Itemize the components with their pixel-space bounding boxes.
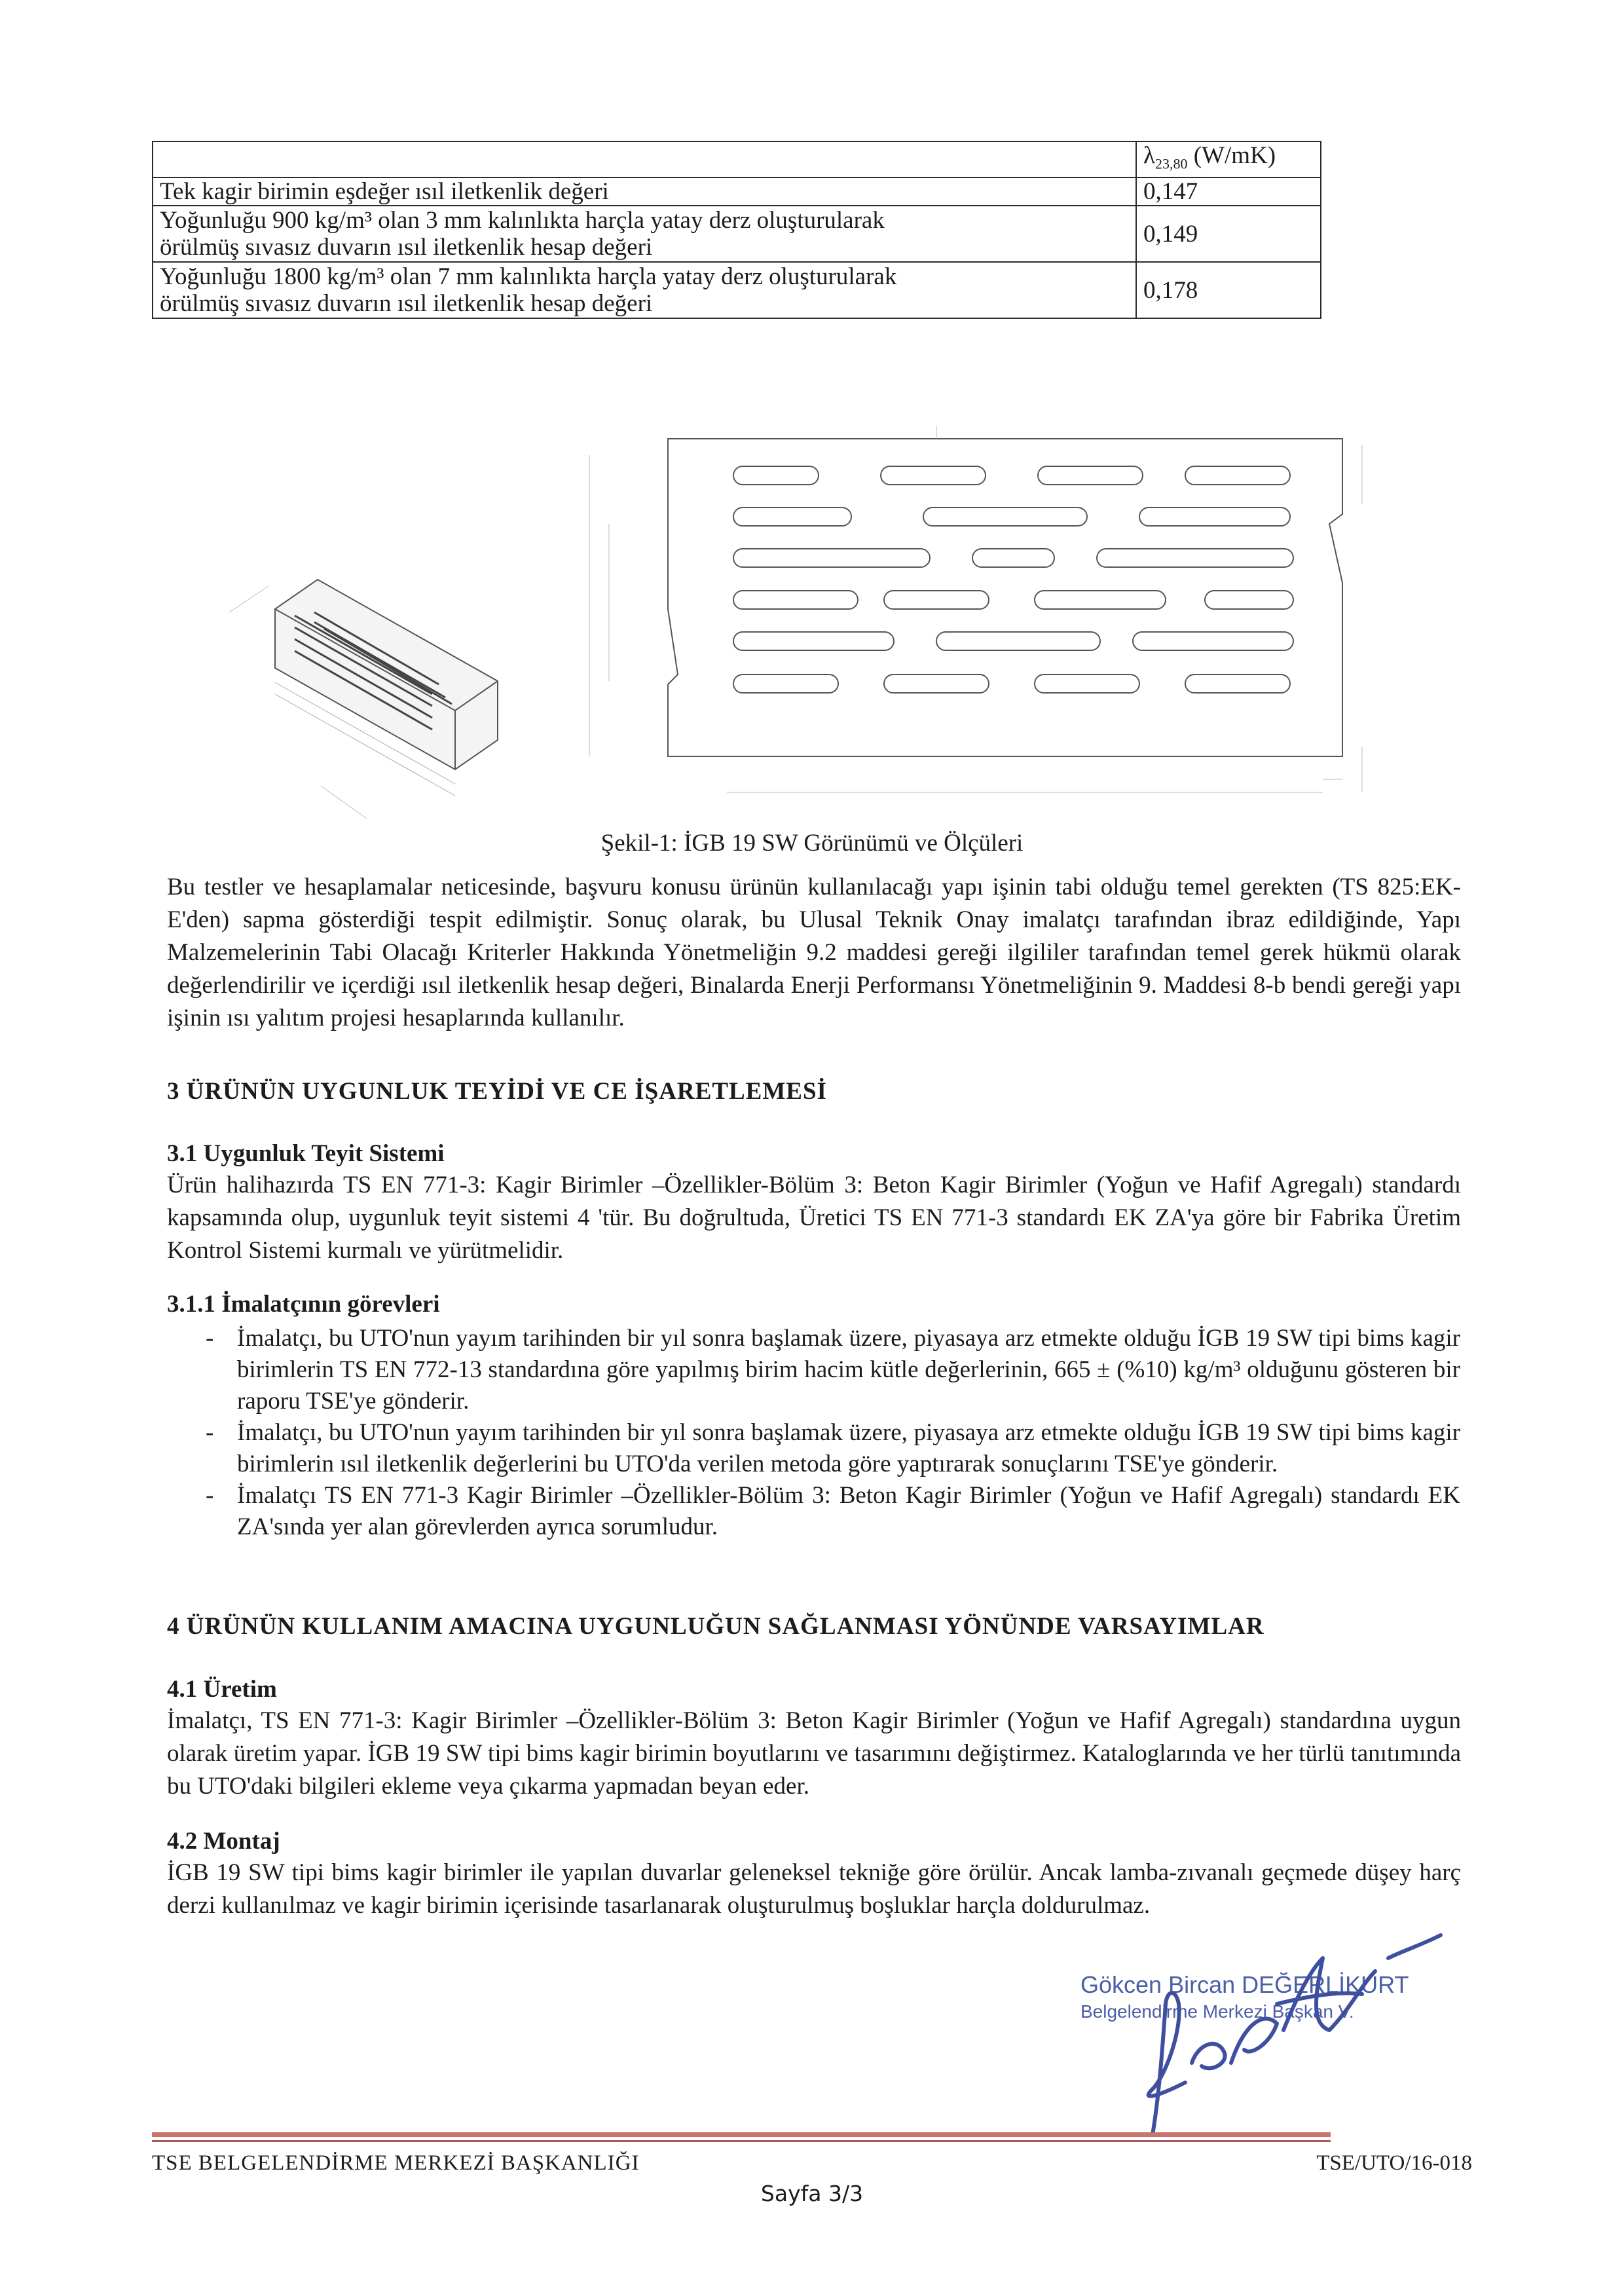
block-cross-section-view [589, 426, 1362, 792]
table-cell-label: Tek kagir birimin eşdeğer ısıl iletkenlik değeri [153, 177, 1136, 206]
footer-organization: TSE BELGELENDİRME MERKEZİ BAŞKANLIĞI [152, 2151, 640, 2175]
signatory-title: Belgelendirme Merkezi Başkan V. [1080, 2001, 1354, 2022]
footer-rule [152, 2132, 1331, 2137]
section-4-heading: 4 ÜRÜNÜN KULLANIM AMACINA UYGUNLUĞUN SAĞLANMASI YÖNÜNDE VARSAYIMLAR [167, 1613, 1264, 1640]
table-cell-value: 0,147 [1136, 177, 1321, 206]
signatory-name: Gökcen Bircan DEĞERLİKURT [1080, 1971, 1409, 1998]
block-isometric-view [229, 580, 498, 819]
section-3-heading: 3 ÜRÜNÜN UYGUNLUK TEYİDİ VE CE İŞARETLEMESİ [167, 1078, 827, 1105]
conclusion-paragraph: Bu testler ve hesaplamalar neticesinde, başvuru konusu ürünün kullanılacağı yapı işinin tabi olduğu temel gerekten (TS 825:EK-E'den) sapma gösterdiği tespit edilmiştir. Sonuç olarak, bu Ulusal Teknik Onay imalatçı tarafından ibraz edildiğinde, Yapı Malzemelerinin Tabi Olacağı Kriterler Hakkında Yönetmeliğin 9.2 maddesi gereği ilgililer tarafından temel gerek hükmü olarak değerlendirilir ve içerdiği ısıl iletkenlik hesap değeri, Binalarda Enerji Performansı Yönetmeliğinin 9. Maddesi 8-b bendi gereği yapı işinin ısı yalıtım projesi hesaplarında kullanılır. [167, 874, 1461, 1031]
thermal-conductivity-table [152, 141, 1321, 319]
bullet-dash: - [206, 1419, 214, 1446]
footer-rule-thin [152, 2140, 1331, 2142]
table-header-empty [153, 141, 1136, 177]
footer-document-code: TSE/UTO/16-018 [1316, 2151, 1472, 2175]
table-cell-label: Yoğunluğu 900 kg/m³ olan 3 mm kalınlıkta harçla yatay derz oluşturularak örülmüş sıvasız duvarın ısıl iletkenlik hesap değeri [153, 206, 1136, 262]
bullet-dash: - [206, 1325, 214, 1352]
lambda-subscript: 23,80 [1154, 155, 1188, 172]
block-technical-drawing [216, 426, 1395, 838]
table-row [153, 206, 1321, 262]
table-cell-value: 0,149 [1136, 206, 1321, 262]
lambda-symbol: λ [1143, 142, 1155, 169]
table-row [153, 262, 1321, 318]
bullet-dash: - [206, 1482, 214, 1509]
table-header-row [153, 141, 1321, 177]
section-3-1-text: Ürün halihazırda TS EN 771-3: Kagir Birimler –Özellikler-Bölüm 3: Beton Kagir Birimler (Yoğun ve Hafif Agregalı) standardı kapsamında olup, uygunluk teyit sistemi 4 'tür. Bu doğrultuda, Üretici TS EN 771-3 standardı EK ZA'ya göre bir Fabrika Üretim Kontrol Sistemi kurmalı ve yürütmelidir. [167, 1172, 1461, 1264]
section-4-1-text: İmalatçı, TS EN 771-3: Kagir Birimler –Özellikler-Bölüm 3: Beton Kagir Birimler (Yoğun ve Hafif Agregalı) standardına uygun olarak üretim yapar. İGB 19 SW tipi bims kagir birimin boyutlarını ve tasarımını değiştirmez. Kataloglarında ve her türlü tanıtımında bu UTO'daki bilgileri ekleme veya çıkarma yapmadan beyan eder. [167, 1707, 1461, 1800]
table-cell-label: Yoğunluğu 1800 kg/m³ olan 7 mm kalınlıkta harçla yatay derz oluşturularak örülmüş sıvasız duvarın ısıl iletkenlik hesap değeri [153, 262, 1136, 318]
section-3-1-heading: 3.1 Uygunluk Teyit Sistemi [167, 1140, 445, 1167]
section-4-1-heading: 4.1 Üretim [167, 1676, 277, 1703]
figure-caption: Şekil-1: İGB 19 SW Görünümü ve Ölçüleri [600, 830, 1024, 857]
list-item: - İmalatçı TS EN 771-3 Kagir Birimler –Özellikler-Bölüm 3: Beton Kagir Birimler (Yoğun ve Hafif Agregalı) standardı EK ZA'sında yer alan görevlerden ayrıca sorumludur. [196, 1480, 1460, 1543]
list-item: - İmalatçı, bu UTO'nun yayım tarihinden bir yıl sonra başlamak üzere, piyasaya arz etmekte olduğu İGB 19 SW tipi bims kagir birimlerin TS EN 772-13 standardına göre yapılmış birim hacim kütle değerlerinin, 665 ± (%10) kg/m³ olduğunu gösteren bir raporu TSE'ye gönderir. [196, 1323, 1460, 1417]
table-cell-value: 0,178 [1136, 262, 1321, 318]
page-number: Sayfa 3/3 [760, 2181, 864, 2206]
handwritten-signature [1113, 1932, 1454, 2141]
section-4-2-heading: 4.2 Montaj [167, 1828, 280, 1855]
table-row [153, 177, 1321, 206]
table-header-lambda [1136, 141, 1321, 177]
lambda-unit: (W/mK) [1187, 142, 1276, 169]
list-item: - İmalatçı, bu UTO'nun yayım tarihinden bir yıl sonra başlamak üzere, piyasaya arz etmekte olduğu İGB 19 SW tipi bims kagir birimlerin ısıl iletkenlik değerlerini bu UTO'da verilen metoda göre yaptırarak sonuçlarını TSE'ye gönderir. [196, 1417, 1460, 1480]
manufacturer-duties-list [196, 1323, 1460, 1543]
section-3-1-1-heading: 3.1.1 İmalatçının görevleri [167, 1291, 440, 1318]
section-4-2-text: İGB 19 SW tipi bims kagir birimler ile yapılan duvarlar geleneksel tekniğe göre örülür. Ancak lamba-zıvanalı geçmede düşey harç derzi kullanılmaz ve kagir birimin içerisinde tasarlanarak oluşturulmuş boşluklar harçla doldurulmaz. [167, 1859, 1461, 1919]
